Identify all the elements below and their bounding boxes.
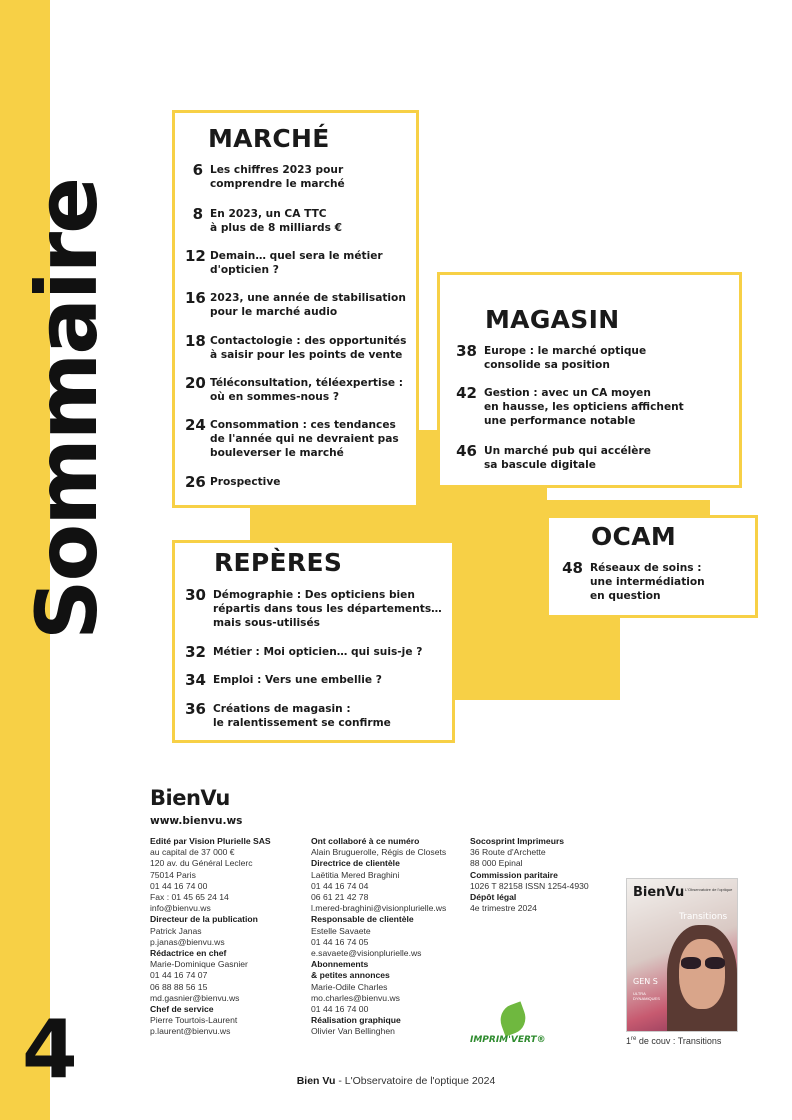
toc-entry-line: Créations de magasin : — [213, 703, 351, 715]
toc-entry[interactable] — [553, 561, 705, 603]
credit-heading: Socosprint Imprimeurs — [470, 836, 565, 846]
toc-entry-line: le ralentissement se confirme — [213, 717, 391, 729]
credit-line: 01 44 16 74 00 — [311, 1004, 369, 1015]
credit-heading: Abonnements — [311, 959, 369, 970]
toc-entry-line: pour le marché audio — [210, 306, 338, 318]
toc-entry-title — [210, 376, 403, 404]
section-title-magasin: MAGASIN — [485, 305, 620, 334]
credit-line: 36 Route d'Archette — [470, 847, 546, 858]
toc-entry-line: Gestion : avec un CA moyen — [484, 387, 651, 399]
cover-thumbnail — [626, 878, 738, 1032]
footer-text: - L'Observatoire de l'optique 2024 — [335, 1075, 496, 1087]
toc-entry[interactable] — [185, 418, 399, 460]
section-title-marche: MARCHÉ — [208, 124, 330, 153]
toc-entry[interactable] — [180, 702, 391, 730]
credit-line: 01 44 16 74 05 — [311, 936, 369, 947]
toc-entry-line: à plus de 8 milliards € — [210, 222, 342, 234]
credit-line: 06 88 88 56 15 — [150, 981, 208, 992]
cover-product: GEN S — [633, 977, 658, 986]
credit-line: Marie-Odile Charles — [311, 981, 388, 992]
credit-heading: Directrice de clientèle — [311, 858, 400, 869]
credit-line: 06 61 21 42 78 — [311, 892, 369, 903]
toc-entry[interactable] — [440, 444, 651, 472]
credit-line[interactable]: p.laurent@bienvu.ws — [150, 1026, 231, 1037]
toc-entry[interactable] — [185, 163, 345, 191]
toc-entry-line: en question — [590, 590, 661, 602]
toc-entry-line: En 2023, un CA TTC — [210, 208, 327, 220]
toc-page-number: 16 — [185, 289, 206, 307]
credit-heading: Responsable de clientèle — [311, 914, 414, 925]
credit-line: Patrick Janas — [150, 925, 202, 936]
toc-entry-line: Contactologie : des opportunités — [210, 335, 407, 347]
toc-entry[interactable] — [180, 588, 442, 630]
credit-line: 01 44 16 74 04 — [311, 880, 369, 891]
credit-line[interactable]: l.mered-braghini@visionplurielle.ws — [311, 903, 447, 914]
toc-entry[interactable] — [180, 673, 382, 688]
toc-entry-line: consolide sa position — [484, 359, 610, 371]
section-title-reperes: REPÈRES — [214, 548, 343, 577]
toc-entry-title — [484, 386, 684, 428]
toc-page-number: 8 — [192, 205, 203, 223]
toc-entry-title — [213, 673, 382, 687]
toc-entry-line: une performance notable — [484, 415, 636, 427]
toc-entry-line: Demain… quel sera le métier — [210, 250, 383, 262]
credit-line: Estelle Savaete — [311, 925, 371, 936]
toc-entry-line: d'opticien ? — [210, 264, 279, 276]
publisher-url[interactable]: www.bienvu.ws — [150, 815, 243, 827]
toc-page-number: 6 — [192, 161, 203, 179]
credit-line: 1026 T 82158 ISSN 1254-4930 — [470, 880, 589, 891]
toc-entry-title — [484, 444, 651, 472]
cover-brand: Transitions — [679, 912, 728, 922]
toc-entry-line: Démographie : Des opticiens bien — [213, 589, 415, 601]
cover-tagline: ULTRA DYNAMIQUES — [633, 991, 660, 1001]
credit-line: Fax : 01 45 65 24 14 — [150, 892, 229, 903]
toc-entry[interactable] — [185, 376, 403, 404]
toc-entry-line: Un marché pub qui accélère — [484, 445, 651, 457]
toc-entry-title — [213, 588, 442, 630]
toc-entry[interactable] — [180, 645, 422, 660]
toc-entry-line: Réseaux de soins : — [590, 562, 702, 574]
toc-entry-title — [210, 291, 406, 319]
toc-entry-line: Consommation : ces tendances — [210, 419, 396, 431]
credit-line: Laëtitia Mered Braghini — [311, 869, 400, 880]
toc-page-number: 20 — [185, 374, 206, 392]
toc-page-number: 18 — [185, 332, 206, 350]
toc-entry-title — [210, 163, 345, 191]
publisher-logo: BienVu — [150, 786, 230, 810]
credit-line: Marie-Dominique Gasnier — [150, 959, 248, 970]
toc-entry[interactable] — [440, 386, 684, 428]
imprim-vert-logo — [470, 1005, 570, 1047]
credit-line[interactable]: p.janas@bienvu.ws — [150, 936, 225, 947]
credit-heading: Réalisation graphique — [311, 1015, 401, 1026]
toc-page-number: 48 — [562, 559, 583, 577]
credit-line[interactable]: md.gasnier@bienvu.ws — [150, 992, 240, 1003]
toc-entry-title — [210, 418, 399, 460]
credit-heading: Ont collaboré à ce numéro — [311, 836, 420, 846]
toc-entry-line: de l'année qui ne devraient pas — [210, 433, 399, 445]
credit-line: 88 000 Epinal — [470, 858, 523, 869]
credit-heading: Directeur de la publication — [150, 914, 258, 925]
credit-heading: Rédactrice en chef — [150, 948, 227, 959]
toc-entry-title — [210, 475, 280, 489]
credit-line: Olivier Van Bellinghen — [311, 1026, 395, 1037]
leaf-icon — [496, 1001, 530, 1036]
credit-line: 4e trimestre 2024 — [470, 903, 537, 914]
cover-caption: 1re de couv : Transitions — [626, 1036, 722, 1046]
section-title-ocam: OCAM — [591, 522, 677, 551]
toc-entry-title — [213, 702, 391, 730]
toc-entry-title — [210, 249, 383, 277]
toc-page-number: 32 — [185, 643, 206, 661]
toc-entry-line: sa bascule digitale — [484, 459, 596, 471]
toc-entry-line: à saisir pour les points de vente — [210, 349, 403, 361]
credits-column-staff — [311, 836, 466, 1038]
toc-entry[interactable] — [185, 334, 406, 362]
toc-page-number: 30 — [185, 586, 206, 604]
cover-sunglasses — [681, 957, 725, 969]
page-footer — [0, 1075, 792, 1087]
toc-page-number: 36 — [185, 700, 206, 718]
toc-page-number: 34 — [185, 671, 206, 689]
toc-entry-title — [590, 561, 705, 603]
toc-entry-line: Les chiffres 2023 pour — [210, 164, 344, 176]
toc-page-number: 26 — [185, 473, 206, 491]
credit-heading: Chef de service — [150, 1004, 214, 1015]
toc-entry-line: en hausse, les opticiens affichent — [484, 401, 684, 413]
toc-entry-title — [213, 645, 422, 659]
cover-subtitle: L'Observatoire de l'optique — [685, 887, 733, 892]
toc-entry[interactable] — [440, 344, 646, 372]
credit-line: 01 44 16 74 00 — [150, 880, 208, 891]
cover-logo: BienVu — [633, 885, 685, 900]
credit-line[interactable]: mo.charles@bienvu.ws — [311, 992, 400, 1003]
credit-line: Alain Bruguerolle, Régis de Closets — [311, 847, 447, 858]
credit-line: Pierre Tourtois-Laurent — [150, 1015, 238, 1026]
toc-entry-line: Emploi : Vers une embellie ? — [213, 674, 382, 686]
toc-page-number: 42 — [456, 384, 477, 402]
toc-entry-line: 2023, une année de stabilisation — [210, 292, 406, 304]
page-title: Sommaire — [18, 178, 116, 640]
credit-heading: & petites annonces — [311, 970, 390, 981]
toc-entry[interactable] — [185, 207, 342, 235]
toc-page-number: 12 — [185, 247, 206, 265]
credit-line[interactable]: info@bienvu.ws — [150, 903, 211, 914]
toc-entry-title — [210, 334, 406, 362]
toc-entry-line: Métier : Moi opticien… qui suis-je ? — [213, 646, 423, 658]
toc-entry-title — [484, 344, 646, 372]
credit-heading: Edité par Vision Plurielle SAS — [150, 836, 271, 846]
toc-entry-line: bouleverser le marché — [210, 447, 344, 459]
credit-line: 75014 Paris — [150, 869, 196, 880]
toc-entry-line: répartis dans tous les départements… — [213, 603, 442, 615]
toc-page-number: 46 — [456, 442, 477, 460]
toc-entry-line: où en sommes-nous ? — [210, 391, 339, 403]
credit-heading: Commission paritaire — [470, 869, 558, 880]
credits-column-publisher — [150, 836, 300, 1038]
toc-entry-line: mais sous-utilisés — [213, 617, 320, 629]
toc-entry-line: Prospective — [210, 476, 281, 488]
credit-heading: Dépôt légal — [470, 892, 517, 903]
cover-face — [679, 939, 725, 1009]
toc-entry-line: comprendre le marché — [210, 178, 345, 190]
credit-line: 120 av. du Général Leclerc — [150, 858, 253, 869]
toc-entry-title — [210, 207, 342, 235]
footer-brand: Bien Vu — [296, 1075, 336, 1087]
credits-column-printing — [470, 836, 620, 914]
credit-line: au capital de 37 000 € — [150, 847, 235, 858]
toc-entry-line: Europe : le marché optique — [484, 345, 647, 357]
toc-entry[interactable] — [185, 475, 280, 490]
toc-entry-line: une intermédiation — [590, 576, 705, 588]
toc-entry-line: Téléconsultation, téléexpertise : — [210, 377, 404, 389]
imprim-vert-label: IMPRIM'VERT® — [470, 1035, 546, 1045]
toc-page-number: 38 — [456, 342, 477, 360]
credit-line[interactable]: e.savaete@visionplurielle.ws — [311, 948, 422, 959]
credit-line: 01 44 16 74 07 — [150, 970, 208, 981]
page-number: 4 — [22, 1003, 78, 1096]
toc-page-number: 24 — [185, 416, 206, 434]
toc-entry[interactable] — [185, 249, 383, 277]
toc-entry[interactable] — [185, 291, 406, 319]
